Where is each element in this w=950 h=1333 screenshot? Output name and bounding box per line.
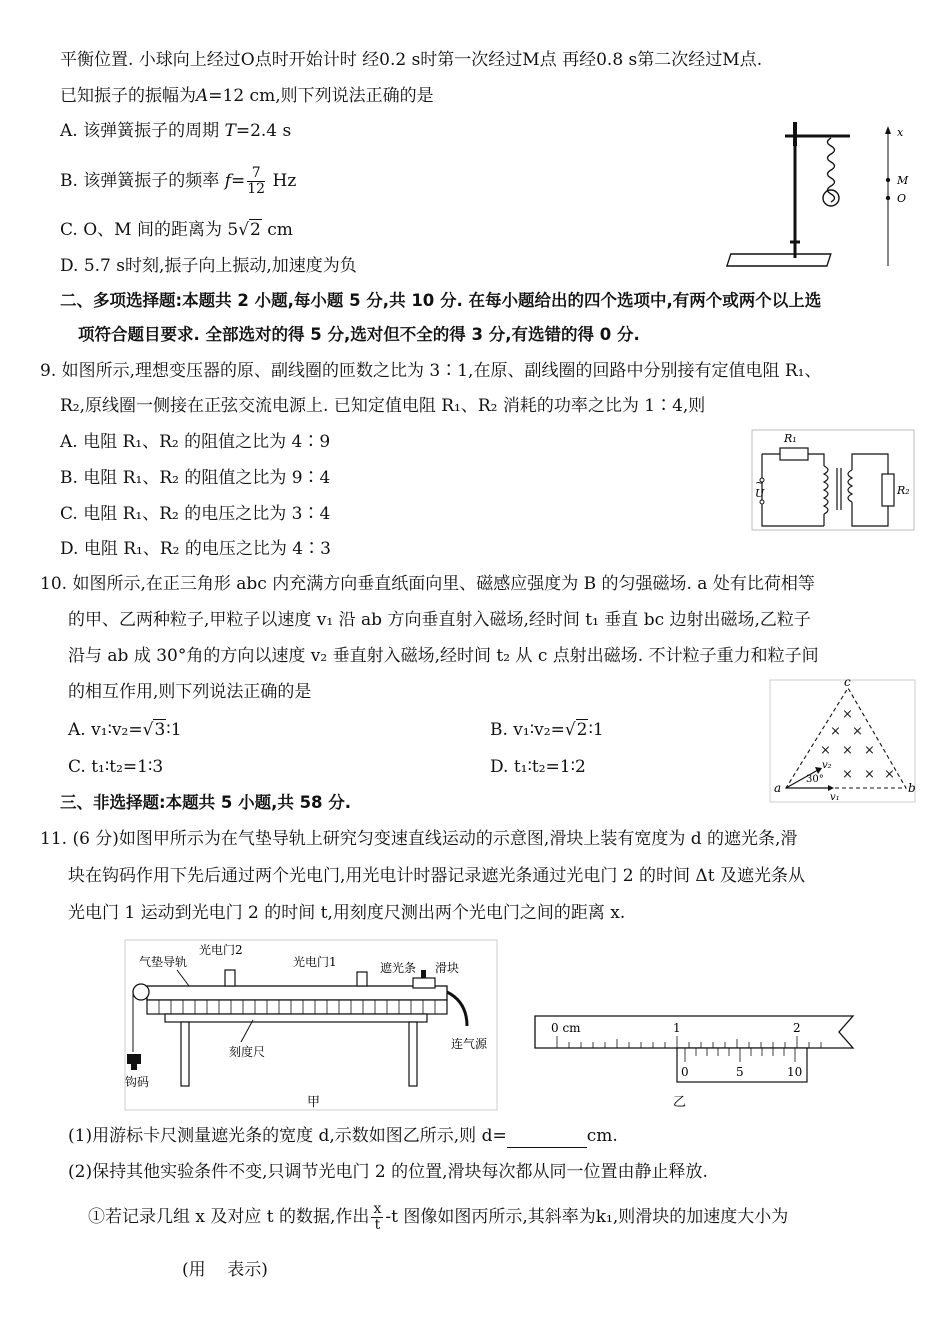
q9-option-b: B. 电阻 R₁、R₂ 的阻值之比为 9∶4	[60, 468, 331, 488]
svg-text:×: ×	[864, 767, 875, 782]
spring-oscillator-figure	[770, 118, 920, 276]
x-label: x	[897, 126, 904, 139]
q10-line2: 的甲、乙两种粒子,甲粒子以速度 v₁ 沿 ab 方向垂直射入磁场,经时间 t₁ 垂直 bc 边射出磁场,乙粒子	[68, 610, 811, 630]
rail	[147, 986, 447, 1000]
q9-line2: R₂,原线圈一侧接在正弦交流电源上. 已知定值电阻 R₁、R₂ 消耗的功率之比为 1∶4,则	[60, 396, 706, 416]
q10-option-c: C. t₁∶t₂=1∶3	[68, 757, 164, 777]
answer-blank[interactable]	[507, 1131, 587, 1148]
q9-option-c: C. 电阻 R₁、R₂ 的电压之比为 3∶4	[60, 504, 331, 524]
vernier-caliper-figure	[535, 1010, 855, 1110]
ruler	[147, 1000, 447, 1014]
air-label: 连气源	[451, 1037, 488, 1051]
q10-option-a: A. v₁∶v₂=√3∶1	[68, 720, 182, 740]
q8-option-a: A. 该弹簧振子的周期 T=2.4 s	[60, 121, 292, 141]
u-label: U	[755, 487, 765, 500]
r2-resistor	[882, 474, 894, 506]
caption-yi: 乙	[673, 1095, 687, 1110]
secondary-coil	[848, 470, 852, 502]
svg-text:×: ×	[842, 767, 853, 782]
q8-line1: 平衡位置. 小球向上经过O点时开始计时 经0.2 s时第一次经过M点 再经0.8 s第二次经过M点.	[60, 50, 763, 70]
svg-text:×: ×	[884, 767, 895, 782]
main-label-2: 2	[793, 1021, 801, 1035]
q11-line1: 11. (6 分)如图甲所示为在气垫导轨上研究匀变速直线运动的示意图,滑块上装有宽度为 d 的遮光条,滑	[40, 829, 798, 849]
gate1-label: 光电门1	[293, 955, 337, 969]
rail-label: 气垫导轨	[139, 955, 188, 969]
q8-line2: 已知振子的振幅为A=12 cm,则下列说法正确的是	[60, 86, 434, 106]
q11-line2: 块在钩码作用下先后通过两个光电门,用光电计时器记录遮光条通过光电门 2 的时间 Δt 及遮光条从	[68, 866, 805, 886]
weight	[127, 1054, 141, 1064]
c-label: c	[844, 675, 851, 689]
spring	[828, 138, 835, 202]
table-top	[165, 1014, 427, 1022]
q11-part2: (2)保持其他实验条件不变,只调节光电门 2 的位置,滑块每次都从同一位置由静止释放.	[68, 1162, 708, 1182]
svg-text:×: ×	[852, 724, 863, 739]
svg-text:×: ×	[830, 724, 841, 739]
section2-heading-cont: 项符合题目要求. 全部选对的得 5 分,选对但不全的得 3 分,有选错的得 0 分.	[78, 325, 640, 344]
air-hose	[447, 992, 467, 1026]
q8-option-b: B. 该弹簧振子的频率 f= $\frac{7}{12}$ Hz	[60, 165, 297, 197]
gate2-label: 光电门2	[199, 943, 243, 957]
q11-part4: (用 表示)	[182, 1260, 268, 1280]
r1-label: R₁	[784, 432, 797, 445]
primary-coil	[824, 466, 828, 514]
q8-option-c: C. O、M 间的距离为 5√2 cm	[60, 220, 293, 240]
q10-line3: 沿与 ab 成 30°角的方向以速度 v₂ 垂直射入磁场,经时间 t₂ 从 c 点射出磁场. 不计粒子重力和粒子间	[68, 646, 819, 666]
ruler-label: 刻度尺	[229, 1045, 266, 1059]
svg-text:×: ×	[842, 707, 853, 722]
q11-part3: ①若记录几组 x 及对应 t 的数据,作出 $\frac{x}{t}$ -t 图像如图丙所示,其斜率为k₁,则滑块的加速度大小为	[88, 1201, 789, 1233]
section2-heading: 二、多项选择题:本题共 2 小题,每小题 5 分,共 10 分. 在每小题给出的四个选项中,有两个或两个以上选	[60, 291, 822, 310]
q10-line1: 10. 如图所示,在正三角形 abc 内充满方向垂直纸面向里、磁感应强度为 B 的匀强磁场. a 处有比荷相等	[40, 574, 815, 594]
pulley	[133, 984, 149, 1000]
transformer-figure	[752, 430, 914, 530]
slider	[413, 978, 435, 988]
air-track-figure	[125, 940, 497, 1110]
q8-option-d: D. 5.7 s时刻,振子向上振动,加速度为负	[60, 256, 357, 276]
q10-line4: 的相互作用,则下列说法正确的是	[68, 682, 312, 702]
q9-option-d: D. 电阻 R₁、R₂ 的电压之比为 4∶3	[60, 539, 331, 559]
vernier-label-5: 5	[736, 1065, 744, 1079]
v2-label: v₂	[822, 760, 832, 771]
caption-jia: 甲	[307, 1095, 321, 1110]
v1-label: v₁	[830, 792, 840, 803]
svg-text:×: ×	[820, 743, 831, 758]
q9-option-a: A. 电阻 R₁、R₂ 的阻值之比为 4∶9	[60, 432, 331, 452]
gate2	[225, 970, 235, 986]
ball	[823, 190, 839, 206]
q10-option-d: D. t₁∶t₂=1∶2	[490, 757, 586, 777]
svg-text:×: ×	[864, 743, 875, 758]
weight-label: 钩码	[125, 1075, 150, 1089]
stand-base	[727, 254, 831, 266]
o-label: O	[897, 192, 907, 205]
m-label: M	[897, 174, 909, 187]
triangle-field-figure	[770, 676, 915, 802]
ac-tilde: ~	[755, 476, 765, 489]
b-label: b	[908, 781, 916, 795]
slider-label: 滑块	[435, 961, 460, 975]
vernier-label-10: 10	[787, 1065, 803, 1079]
q11-line3: 光电门 1 运动到光电门 2 的时间 t,用刻度尺测出两个光电门之间的距离 x.	[68, 903, 626, 923]
vernier-label-0: 0	[681, 1065, 689, 1079]
q9-line1: 9. 如图所示,理想变压器的原、副线圈的匝数之比为 3∶1,在原、副线圈的回路中分别接有定值电阻 R₁、	[40, 361, 822, 381]
r2-label: R₂	[897, 484, 910, 497]
angle-label: 30°	[806, 774, 824, 785]
main-label-0: 0 cm	[551, 1021, 581, 1035]
main-label-1: 1	[673, 1021, 681, 1035]
section3-heading: 三、非选择题:本题共 5 小题,共 58 分.	[60, 793, 352, 812]
q11-part1: (1)用游标卡尺测量遮光条的宽度 d,示数如图乙所示,则 d= cm.	[68, 1126, 618, 1146]
svg-text:×: ×	[842, 743, 853, 758]
gate1	[357, 972, 367, 986]
strip-label: 遮光条	[380, 961, 417, 975]
a-label: a	[774, 781, 782, 795]
r1-resistor	[780, 448, 808, 460]
q10-option-b: B. v₁∶v₂=√2∶1	[490, 720, 604, 740]
main-scale	[535, 1016, 853, 1048]
